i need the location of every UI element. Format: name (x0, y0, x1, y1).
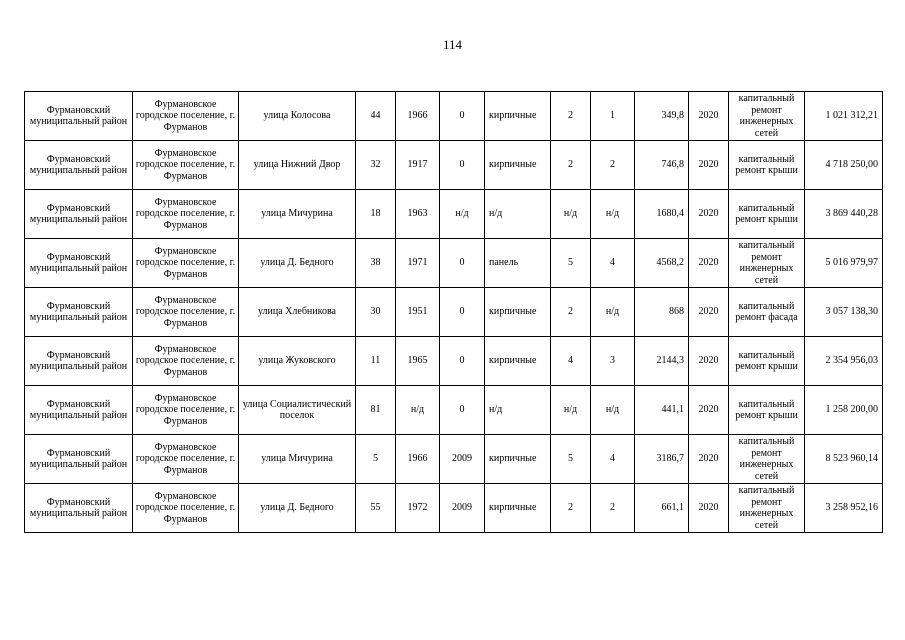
floors-cell: н/д (551, 386, 591, 435)
work-type-cell: капитальный ремонт крыши (729, 141, 805, 190)
area-cell: 2144,3 (635, 337, 689, 386)
district-cell: Фурмановский муниципальный район (25, 484, 133, 533)
year-built-cell: 1917 (396, 141, 440, 190)
wall-material-cell: кирпичные (485, 337, 551, 386)
house-number-cell: 81 (356, 386, 396, 435)
year-repair-cell: 0 (440, 239, 485, 288)
entrances-cell: н/д (591, 386, 635, 435)
floors-cell: н/д (551, 190, 591, 239)
work-type-cell: капитальный ремонт инженерных сетей (729, 484, 805, 533)
table-row (25, 239, 883, 288)
work-type-cell: капитальный ремонт крыши (729, 337, 805, 386)
cost-cell: 3 258 952,16 (805, 484, 883, 533)
wall-material-cell: н/д (485, 386, 551, 435)
settlement-cell: Фурмановское городское поселение, г. Фурманов (133, 435, 239, 484)
settlement-cell: Фурмановское городское поселение, г. Фурманов (133, 288, 239, 337)
year-built-cell: 1966 (396, 92, 440, 141)
plan-year-cell: 2020 (689, 435, 729, 484)
cost-cell: 5 016 979,97 (805, 239, 883, 288)
wall-material-cell: кирпичные (485, 141, 551, 190)
cost-cell: 1 021 312,21 (805, 92, 883, 141)
repair-registry-table (24, 91, 883, 533)
plan-year-cell: 2020 (689, 337, 729, 386)
house-number-cell: 5 (356, 435, 396, 484)
floors-cell: 2 (551, 288, 591, 337)
work-type-cell: капитальный ремонт инженерных сетей (729, 239, 805, 288)
table-row (25, 141, 883, 190)
table-row (25, 435, 883, 484)
entrances-cell: 1 (591, 92, 635, 141)
floors-cell: 2 (551, 92, 591, 141)
table-row (25, 386, 883, 435)
street-cell: улица Мичурина (239, 190, 356, 239)
cost-cell: 3 869 440,28 (805, 190, 883, 239)
entrances-cell: 2 (591, 141, 635, 190)
table-row (25, 92, 883, 141)
house-number-cell: 44 (356, 92, 396, 141)
plan-year-cell: 2020 (689, 92, 729, 141)
year-repair-cell: 2009 (440, 484, 485, 533)
table-body (25, 92, 883, 533)
plan-year-cell: 2020 (689, 386, 729, 435)
year-built-cell: 1965 (396, 337, 440, 386)
plan-year-cell: 2020 (689, 239, 729, 288)
street-cell: улица Д. Бедного (239, 239, 356, 288)
wall-material-cell: кирпичные (485, 92, 551, 141)
entrances-cell: н/д (591, 190, 635, 239)
year-repair-cell: 0 (440, 141, 485, 190)
cost-cell: 4 718 250,00 (805, 141, 883, 190)
area-cell: 4568,2 (635, 239, 689, 288)
work-type-cell: капитальный ремонт инженерных сетей (729, 435, 805, 484)
street-cell: улица Жуковского (239, 337, 356, 386)
work-type-cell: капитальный ремонт крыши (729, 190, 805, 239)
year-built-cell: 1972 (396, 484, 440, 533)
house-number-cell: 55 (356, 484, 396, 533)
settlement-cell: Фурмановское городское поселение, г. Фурманов (133, 141, 239, 190)
house-number-cell: 32 (356, 141, 396, 190)
year-built-cell: 1963 (396, 190, 440, 239)
district-cell: Фурмановский муниципальный район (25, 337, 133, 386)
work-type-cell: капитальный ремонт крыши (729, 386, 805, 435)
area-cell: 3186,7 (635, 435, 689, 484)
floors-cell: 2 (551, 484, 591, 533)
year-built-cell: 1971 (396, 239, 440, 288)
table-row (25, 288, 883, 337)
settlement-cell: Фурмановское городское поселение, г. Фурманов (133, 190, 239, 239)
area-cell: 349,8 (635, 92, 689, 141)
settlement-cell: Фурмановское городское поселение, г. Фурманов (133, 386, 239, 435)
year-repair-cell: 0 (440, 337, 485, 386)
area-cell: 868 (635, 288, 689, 337)
year-repair-cell: 2009 (440, 435, 485, 484)
street-cell: улица Мичурина (239, 435, 356, 484)
settlement-cell: Фурмановское городское поселение, г. Фурманов (133, 92, 239, 141)
cost-cell: 8 523 960,14 (805, 435, 883, 484)
house-number-cell: 18 (356, 190, 396, 239)
work-type-cell: капитальный ремонт инженерных сетей (729, 92, 805, 141)
entrances-cell: 3 (591, 337, 635, 386)
wall-material-cell: кирпичные (485, 435, 551, 484)
area-cell: 661,1 (635, 484, 689, 533)
wall-material-cell: кирпичные (485, 484, 551, 533)
area-cell: 1680,4 (635, 190, 689, 239)
district-cell: Фурмановский муниципальный район (25, 288, 133, 337)
wall-material-cell: н/д (485, 190, 551, 239)
floors-cell: 4 (551, 337, 591, 386)
year-built-cell: 1951 (396, 288, 440, 337)
district-cell: Фурмановский муниципальный район (25, 141, 133, 190)
street-cell: улица Колосова (239, 92, 356, 141)
cost-cell: 3 057 138,30 (805, 288, 883, 337)
wall-material-cell: кирпичные (485, 288, 551, 337)
table-row (25, 190, 883, 239)
entrances-cell: 4 (591, 435, 635, 484)
floors-cell: 2 (551, 141, 591, 190)
work-type-cell: капитальный ремонт фасада (729, 288, 805, 337)
district-cell: Фурмановский муниципальный район (25, 190, 133, 239)
house-number-cell: 11 (356, 337, 396, 386)
table-row (25, 337, 883, 386)
house-number-cell: 38 (356, 239, 396, 288)
year-built-cell: н/д (396, 386, 440, 435)
table-row (25, 484, 883, 533)
street-cell: улица Социалистический поселок (239, 386, 356, 435)
year-built-cell: 1966 (396, 435, 440, 484)
floors-cell: 5 (551, 239, 591, 288)
entrances-cell: н/д (591, 288, 635, 337)
page-number: 114 (442, 37, 463, 52)
entrances-cell: 4 (591, 239, 635, 288)
settlement-cell: Фурмановское городское поселение, г. Фурманов (133, 484, 239, 533)
area-cell: 746,8 (635, 141, 689, 190)
cost-cell: 2 354 956,03 (805, 337, 883, 386)
street-cell: улица Нижний Двор (239, 141, 356, 190)
district-cell: Фурмановский муниципальный район (25, 435, 133, 484)
district-cell: Фурмановский муниципальный район (25, 386, 133, 435)
settlement-cell: Фурмановское городское поселение, г. Фурманов (133, 337, 239, 386)
plan-year-cell: 2020 (689, 288, 729, 337)
district-cell: Фурмановский муниципальный район (25, 239, 133, 288)
cost-cell: 1 258 200,00 (805, 386, 883, 435)
year-repair-cell: 0 (440, 386, 485, 435)
street-cell: улица Д. Бедного (239, 484, 356, 533)
year-repair-cell: 0 (440, 288, 485, 337)
settlement-cell: Фурмановское городское поселение, г. Фурманов (133, 239, 239, 288)
area-cell: 441,1 (635, 386, 689, 435)
floors-cell: 5 (551, 435, 591, 484)
district-cell: Фурмановский муниципальный район (25, 92, 133, 141)
plan-year-cell: 2020 (689, 141, 729, 190)
entrances-cell: 2 (591, 484, 635, 533)
year-repair-cell: 0 (440, 92, 485, 141)
wall-material-cell: панель (485, 239, 551, 288)
plan-year-cell: 2020 (689, 190, 729, 239)
house-number-cell: 30 (356, 288, 396, 337)
year-repair-cell: н/д (440, 190, 485, 239)
plan-year-cell: 2020 (689, 484, 729, 533)
street-cell: улица Хлебникова (239, 288, 356, 337)
